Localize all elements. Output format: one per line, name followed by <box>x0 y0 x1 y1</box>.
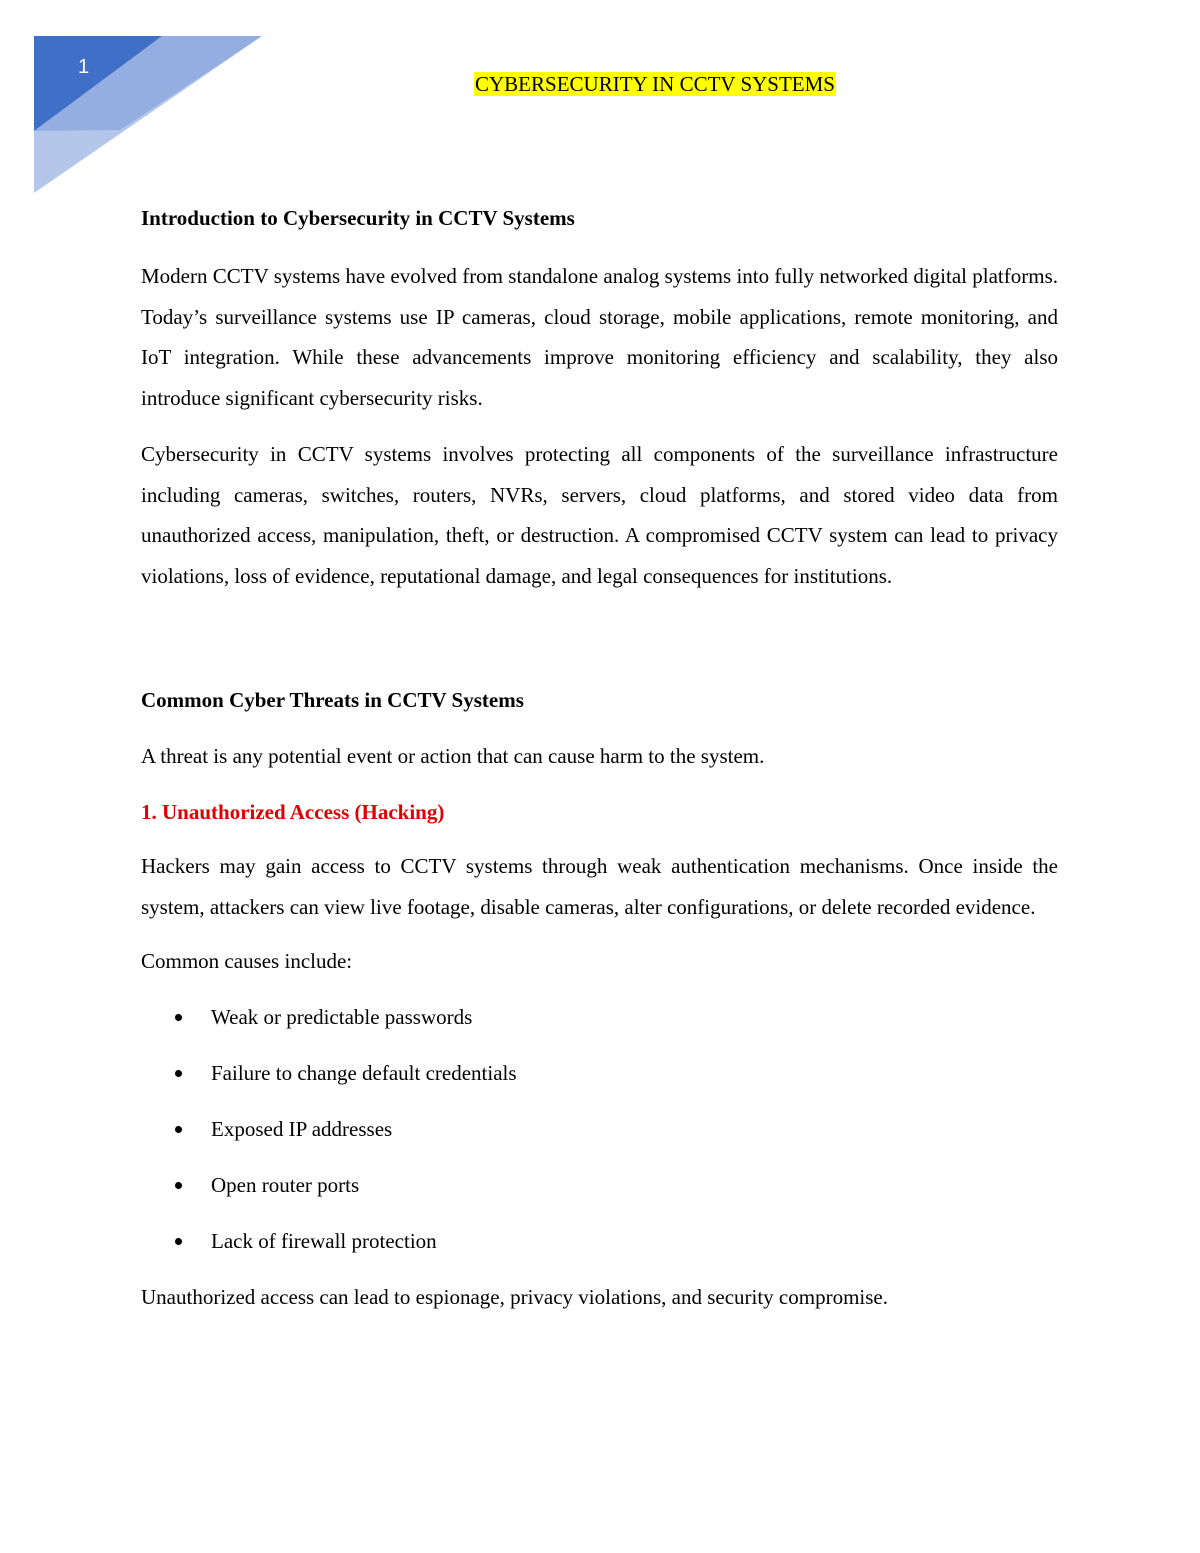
list-item-text: Failure to change default credentials <box>211 1061 517 1085</box>
intro-heading: Introduction to Cybersecurity in CCTV Systems <box>141 206 575 230</box>
intro-paragraph-1: Modern CCTV systems have evolved from standalone analog systems into fully networked digital platforms. Today’s surveillance systems use IP cameras, cloud storage, mobile applications, remote monitoring, and IoT integration. While these advancements improve monitoring efficiency and scalability, they also introduce significant cybersecurity risks. <box>141 264 1058 410</box>
bullet-icon <box>175 1126 182 1133</box>
document-title <box>0 72 1200 97</box>
page-number: 1 <box>78 56 90 78</box>
list-item-text: Lack of firewall protection <box>211 1229 437 1253</box>
causes-list <box>141 1001 1058 1257</box>
list-item <box>141 1225 1058 1257</box>
document-title-text: CYBERSECURITY IN CCTV SYSTEMS <box>475 72 835 96</box>
unauthorized-access-heading: 1. Unauthorized Access (Hacking) <box>141 800 445 824</box>
document-body <box>141 200 1058 1313</box>
corner-decoration <box>0 0 300 220</box>
list-item <box>141 1169 1058 1201</box>
unauthorized-access-paragraph: Hackers may gain access to CCTV systems through weak authentication mechanisms. Once inside the system, attackers can view live footage, disable cameras, alter configurations, or delete recorded evidence. <box>141 854 1058 919</box>
bullet-icon <box>175 1014 182 1021</box>
threat-definition: A threat is any potential event or action that can cause harm to the system. <box>141 744 765 768</box>
bullet-icon <box>175 1238 182 1245</box>
list-item <box>141 1113 1058 1145</box>
list-item-text: Open router ports <box>211 1173 360 1197</box>
unauthorized-access-conclusion: Unauthorized access can lead to espionage, privacy violations, and security compromise. <box>141 1285 888 1309</box>
causes-intro: Common causes include: <box>141 949 353 973</box>
list-item-text: Exposed IP addresses <box>211 1117 393 1141</box>
list-item <box>141 1057 1058 1089</box>
list-item <box>141 1001 1058 1033</box>
threats-heading: Common Cyber Threats in CCTV Systems <box>141 688 524 712</box>
list-item-text: Weak or predictable passwords <box>211 1005 473 1029</box>
intro-paragraph-2: Cybersecurity in CCTV systems involves protecting all components of the surveillance infrastructure including cameras, switches, routers, NVRs, servers, cloud platforms, and stored video data from unauthorized access, manipulation, theft, or destruction. A compromised CCTV system can lead to privacy violations, loss of evidence, reputational damage, and legal consequences for institutions. <box>141 442 1058 588</box>
bullet-icon <box>175 1070 182 1077</box>
bullet-icon <box>175 1182 182 1189</box>
